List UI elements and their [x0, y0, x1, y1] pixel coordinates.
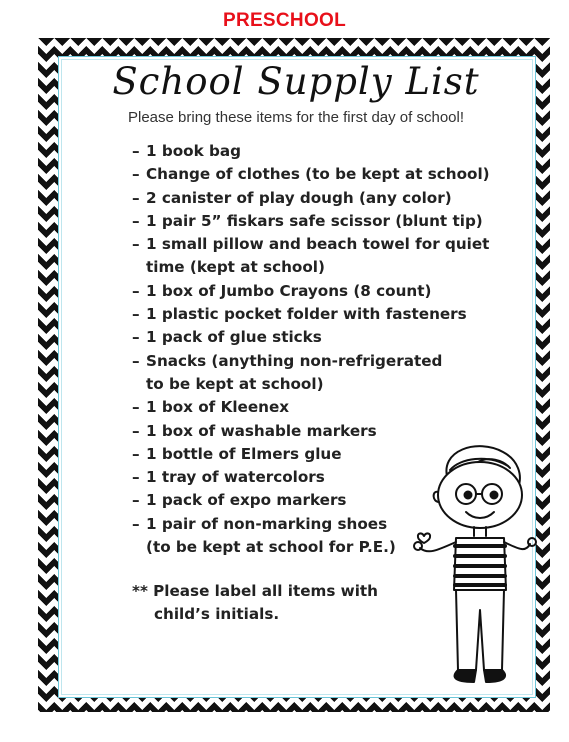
list-item: – Snacks (anything non-refrigerated: [132, 351, 443, 370]
item-text: Snacks (anything non-refrigerated: [146, 351, 443, 370]
list-item: – 1 book bag: [132, 142, 241, 160]
list-item: – 1 plastic pocket folder with fasteners: [132, 305, 467, 324]
list-item: – 1 tray of watercolors: [132, 468, 325, 487]
list-item-continued: (to be kept at school for P.E.): [146, 538, 396, 557]
list-item: – 1 box of washable markers: [132, 421, 377, 440]
item-text: 1 pack of expo markers: [146, 491, 347, 510]
list-item: – 1 small pillow and beach towel for quiet: [132, 235, 490, 254]
item-text: 1 box of Jumbo Crayons (8 count): [146, 281, 432, 300]
item-text: 1 pack of glue sticks: [146, 328, 322, 347]
list-item: – 1 pair of non-marking shoes: [132, 514, 388, 533]
item-text: 1 small pillow and beach towel for quiet: [146, 235, 490, 254]
subtitle: Please bring these items for the first day of school!: [128, 109, 464, 126]
list-item: – 1 pack of glue sticks: [132, 328, 322, 347]
note-line: child’s initials.: [154, 605, 280, 624]
page-title: School Supply List: [112, 60, 480, 103]
list-item-continued: time (kept at school): [146, 258, 325, 277]
item-text: 2 canister of play dough (any color): [146, 188, 452, 207]
list-item: – 1 bottle of Elmers glue: [132, 444, 342, 463]
item-text: 1 tray of watercolors: [146, 468, 325, 487]
list-item: – 1 box of Kleenex: [132, 398, 290, 417]
item-text: 1 box of Kleenex: [146, 398, 290, 417]
list-item: – Change of clothes (to be kept at school): [132, 165, 490, 184]
item-text: 1 book bag: [146, 142, 241, 160]
item-text: 1 box of washable markers: [146, 421, 377, 440]
item-text: 1 bottle of Elmers glue: [146, 444, 342, 463]
note-line: ** Please label all items with: [132, 582, 378, 600]
item-text: Change of clothes (to be kept at school): [146, 165, 490, 184]
item-text: 1 plastic pocket folder with fasteners: [146, 305, 467, 324]
list-item-continued: to be kept at school): [146, 374, 324, 393]
list-item: – 1 pair 5” fiskars safe scissor (blunt tip): [132, 211, 483, 230]
item-text: 1 pair 5” fiskars safe scissor (blunt tip): [146, 211, 483, 230]
list-item: – 1 pack of expo markers: [132, 491, 347, 510]
label-note: [132, 580, 378, 627]
list-item: – 2 canister of play dough (any color): [132, 188, 452, 207]
item-text: 1 pair of non-marking shoes: [146, 514, 388, 533]
kid-illustration: [408, 440, 538, 690]
list-item: – 1 box of Jumbo Crayons (8 count): [132, 281, 432, 300]
grade-label: PRESCHOOL: [222, 10, 347, 31]
